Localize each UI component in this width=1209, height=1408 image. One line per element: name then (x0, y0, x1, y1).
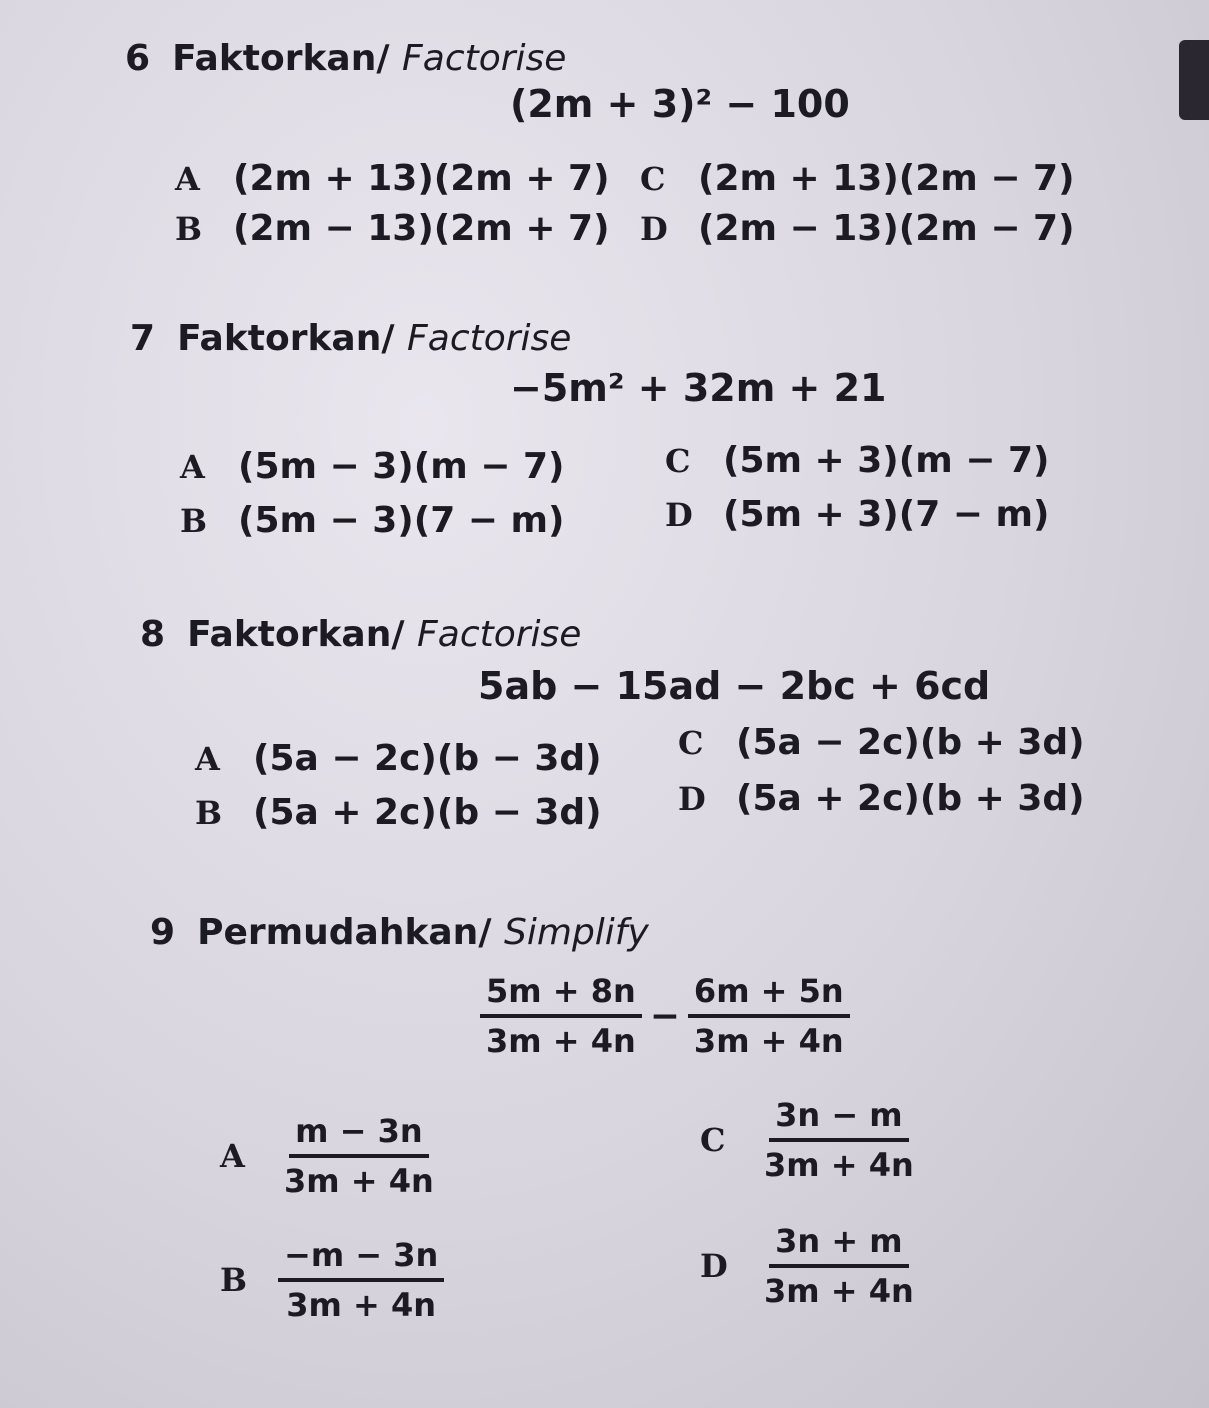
option-b[interactable] (220, 1236, 444, 1324)
option-fraction (758, 1096, 920, 1184)
option-letter: C (665, 441, 691, 480)
option-letter: B (220, 1261, 248, 1299)
option-b[interactable] (180, 500, 564, 541)
numerator: 3n − m (769, 1096, 908, 1142)
option-b[interactable] (195, 792, 602, 833)
option-d[interactable] (640, 208, 1075, 249)
option-letter: A (220, 1137, 245, 1175)
option-letter: C (640, 159, 666, 198)
option-a[interactable] (180, 446, 564, 487)
option-letter: A (180, 447, 205, 486)
option-text: (5a − 2c)(b + 3d) (736, 722, 1085, 763)
label-malay: Faktorkan/ (172, 38, 390, 79)
option-letter: D (678, 779, 706, 818)
label-malay: Faktorkan/ (187, 614, 405, 655)
label-malay: Permudahkan/ (197, 912, 492, 953)
option-c[interactable] (700, 1096, 920, 1184)
question-expression (480, 972, 850, 1060)
option-letter: B (175, 209, 203, 248)
denominator: 3m + 4n (764, 1146, 914, 1184)
label-english: Factorise (417, 614, 582, 655)
option-text: (2m − 13)(2m + 7) (233, 208, 610, 249)
option-letter: D (700, 1247, 728, 1285)
label-english: Simplify (504, 912, 649, 953)
option-text: (5a + 2c)(b + 3d) (736, 778, 1085, 819)
fraction-right (688, 972, 850, 1060)
option-d[interactable] (665, 494, 1049, 535)
numerator: 6m + 5n (688, 972, 850, 1018)
option-c[interactable] (665, 440, 1049, 481)
question-number: 6 (125, 38, 151, 79)
background-shadow (1179, 40, 1209, 120)
question-heading (125, 38, 566, 79)
option-text: (2m − 13)(2m − 7) (698, 208, 1075, 249)
label-english: Factorise (407, 318, 572, 359)
option-text: (5a − 2c)(b − 3d) (253, 738, 602, 779)
option-text: (5m + 3)(m − 7) (723, 440, 1050, 481)
question-expression: 5ab − 15ad − 2bc + 6cd (478, 664, 991, 708)
option-letter: C (700, 1121, 726, 1159)
option-text: (5a + 2c)(b − 3d) (253, 792, 602, 833)
option-fraction (278, 1236, 444, 1324)
option-letter: B (180, 501, 208, 540)
denominator: 3m + 4n (764, 1272, 914, 1310)
option-text: (5m − 3)(m − 7) (238, 446, 565, 487)
question-number: 9 (150, 912, 176, 953)
question-number: 8 (140, 614, 166, 655)
option-text: (5m − 3)(7 − m) (238, 500, 565, 541)
option-b[interactable] (175, 208, 610, 249)
denominator: 3m + 4n (286, 1286, 437, 1324)
option-a[interactable] (175, 158, 610, 199)
option-letter: D (640, 209, 668, 248)
option-a[interactable] (220, 1112, 440, 1200)
question-heading (140, 614, 581, 655)
question-expression: (2m + 3)² − 100 (510, 82, 850, 126)
option-d[interactable] (678, 778, 1085, 819)
option-letter: C (678, 723, 704, 762)
label-malay: Faktorkan/ (177, 318, 395, 359)
option-letter: A (175, 159, 200, 198)
option-c[interactable] (640, 158, 1075, 199)
option-text: (5m + 3)(7 − m) (723, 494, 1050, 535)
option-a[interactable] (195, 738, 602, 779)
option-text: (2m + 13)(2m + 7) (233, 158, 610, 199)
operator: − (649, 995, 680, 1037)
option-fraction (758, 1222, 920, 1310)
question-expression: −5m² + 32m + 21 (510, 366, 887, 410)
numerator: m − 3n (289, 1112, 428, 1158)
denominator: 3m + 4n (486, 1022, 636, 1060)
label-english: Factorise (402, 38, 567, 79)
denominator: 3m + 4n (284, 1162, 434, 1200)
option-c[interactable] (678, 722, 1085, 763)
option-text: (2m + 13)(2m − 7) (698, 158, 1075, 199)
option-fraction (278, 1112, 440, 1200)
option-letter: A (195, 739, 220, 778)
option-letter: D (665, 495, 693, 534)
numerator: 5m + 8n (480, 972, 642, 1018)
numerator: 3n + m (769, 1222, 908, 1268)
numerator: −m − 3n (278, 1236, 444, 1282)
option-letter: B (195, 793, 223, 832)
question-heading (150, 912, 649, 953)
option-d[interactable] (700, 1222, 920, 1310)
denominator: 3m + 4n (693, 1022, 844, 1060)
fraction-left (480, 972, 642, 1060)
question-number: 7 (130, 318, 156, 359)
question-heading (130, 318, 571, 359)
